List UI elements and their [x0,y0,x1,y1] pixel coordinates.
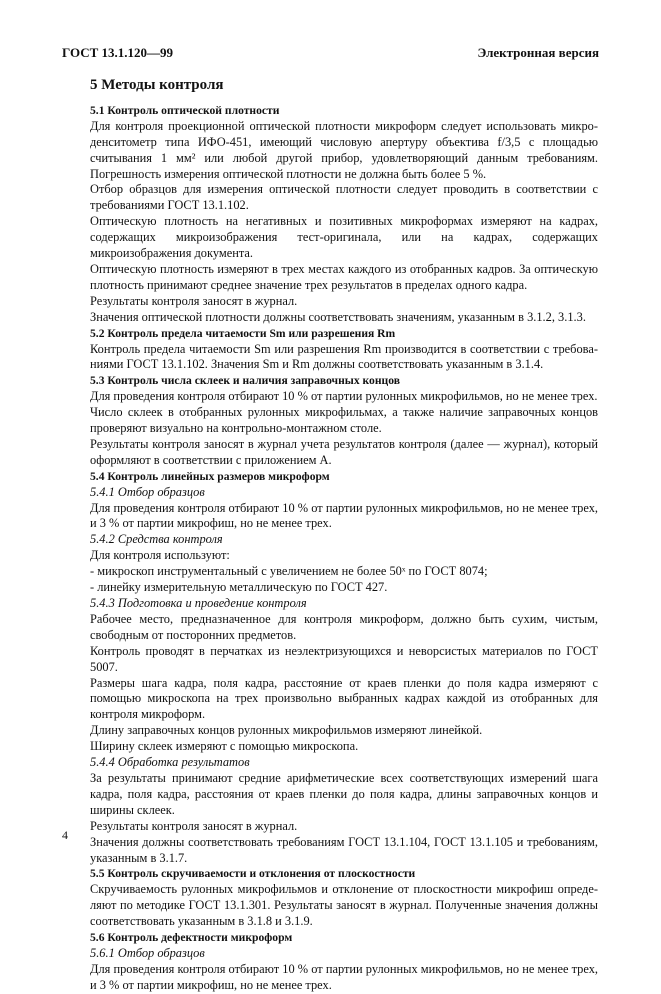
subsection-5-5-title: 5.5 Контроль скручиваемости и отклонения от плоскостности [90,867,416,881]
subsection-5-4-title: 5.4 Контроль линейных размеров микроформ [90,469,330,483]
paragraph: Для проведения контроля отбирают 10 % от партии рулонных микрофильмов, но не менее трех. [90,389,598,404]
subsection-5-1-title: 5.1 Контроль оптической плотности [90,103,280,117]
paragraph: Для проведения контроля отбирают 10 % от партии рулонных микрофильмов, но не менее трех, и 3 % от партии микрофиш, но не менее трех. [90,961,598,992]
paragraph: Для контроля проекционной оптической плотности микроформ следует использовать микро-денситометр типа ИФО-451, имеющий числовую апертуру объектива f/3,5 с площадью считывания 1 мм² или любой другой прибор, удовлетворяющий данным требованиям. Погрешность измерения оптической плотности не должна быть более 5 %. [90,118,598,181]
paragraph: Отбор образцов для измерения оптической плотности следует проводить в соответствии с требованиями ГОСТ 13.1.102. [90,182,598,213]
clause-5-4-2-title: 5.4.2 Средства контроля [90,532,223,547]
paragraph: Оптическую плотность измеряют в трех местах каждого из отобранных кадров. За оптическую плотность принимают среднее значение трех результатов в пределах одного кадра. [90,261,598,292]
clause-5-6-1-title: 5.6.1 Отбор образцов [90,945,205,960]
paragraph: Оптическую плотность на негативных и позитивных микроформах измеряют на кадрах, содержащих микроизображения тест-оригинала, или на кадрах, содержащих микроизображения документа. [90,214,598,261]
paragraph: Длину заправочных концов рулонных микрофильмов измеряют линейкой. [90,723,483,738]
list-item: - линейку измерительную металлическую по ГОСТ 427. [90,580,388,595]
paragraph: За результаты принимают средние арифметические всех соответствующих измерений шага кадра, поля кадра, расстояния от краев пленки до поля кадра, длины заправочных концов и ширины склеек. [90,770,598,817]
paragraph: Результаты контроля заносят в журнал учета результатов контроля (далее — журнал), который оформляют в соответствии с приложением А. [90,436,598,467]
paragraph: Результаты контроля заносят в журнал. [90,818,298,833]
page-content [90,78,598,994]
paragraph: Значения оптической плотности должны соответствовать значениям, указанным в 3.1.2, 3.1.3. [90,309,586,324]
subsection-5-6-title: 5.6 Контроль дефектности микроформ [90,931,293,945]
clause-5-4-1-title: 5.4.1 Отбор образцов [90,484,205,499]
clause-5-4-3-title: 5.4.3 Подготовка и проведение контроля [90,596,307,610]
clause-5-4-4-title: 5.4.4 Обработка результатов [90,755,250,770]
paragraph: Рабочее место, предназначенное для контроля микроформ, должно быть сухим, чистым, свободным от посторонних предметов. [90,611,598,642]
paragraph: Результаты контроля заносят в журнал. [90,293,298,308]
paragraph: Ширину склеек измеряют с помощью микроскопа. [90,739,359,754]
paragraph: Для контроля используют: [90,548,230,563]
list-item: - микроскоп инструментальный с увеличением не более 50ˣ по ГОСТ 8074; [90,564,488,579]
paragraph: Контроль предела читаемости Sm или разрешения Rm производится в соответствии с требова-ниями ГОСТ 13.1.102. Значения Sm и Rm должны соответствовать указанным в 3.1.4. [90,341,598,372]
header-version: Электронная версия [477,45,599,60]
paragraph: Для проведения контроля отбирают 10 % от партии рулонных микрофильмов, но не менее трех, и 3 % от партии микрофиш, но не менее трех. [90,500,598,531]
subsection-5-2-title: 5.2 Контроль предела читаемости Sm или разрешения Rm [90,326,396,340]
section-title: 5 Методы контроля [90,77,224,93]
paragraph: Размеры шага кадра, поля кадра, расстояние от краев пленки до поля кадра измеряют с помощью микроскопа на трех произвольно выбранных кадрах каждой из отобранных для контроля микроформ. [90,675,598,722]
paragraph: Значения должны соответствовать требованиям ГОСТ 13.1.104, ГОСТ 13.1.105 и требованиям, указанным в 3.1.7. [90,834,598,865]
header-standard-number: ГОСТ 13.1.120—99 [62,45,174,60]
subsection-5-3-title: 5.3 Контроль числа склеек и наличия заправочных концов [90,374,400,388]
paragraph: Число склеек в отобранных рулонных микрофильмах, а также наличие заправочных концов проверяют визуально на контрольно-монтажном столе. [90,405,598,436]
page-number: 4 [62,828,68,842]
paragraph: Скручиваемость рулонных микрофильмов и отклонение от плоскостности микрофиш опреде-ляют по методике ГОСТ 13.1.301. Результаты заносят в журнал. Полученные значения должны соответствовать указанным в 3.1.8 и 3.1.9. [90,882,598,929]
paragraph: Контроль проводят в перчатках из неэлектризующихся и неворсистых материалов по ГОСТ 5007. [90,643,598,674]
